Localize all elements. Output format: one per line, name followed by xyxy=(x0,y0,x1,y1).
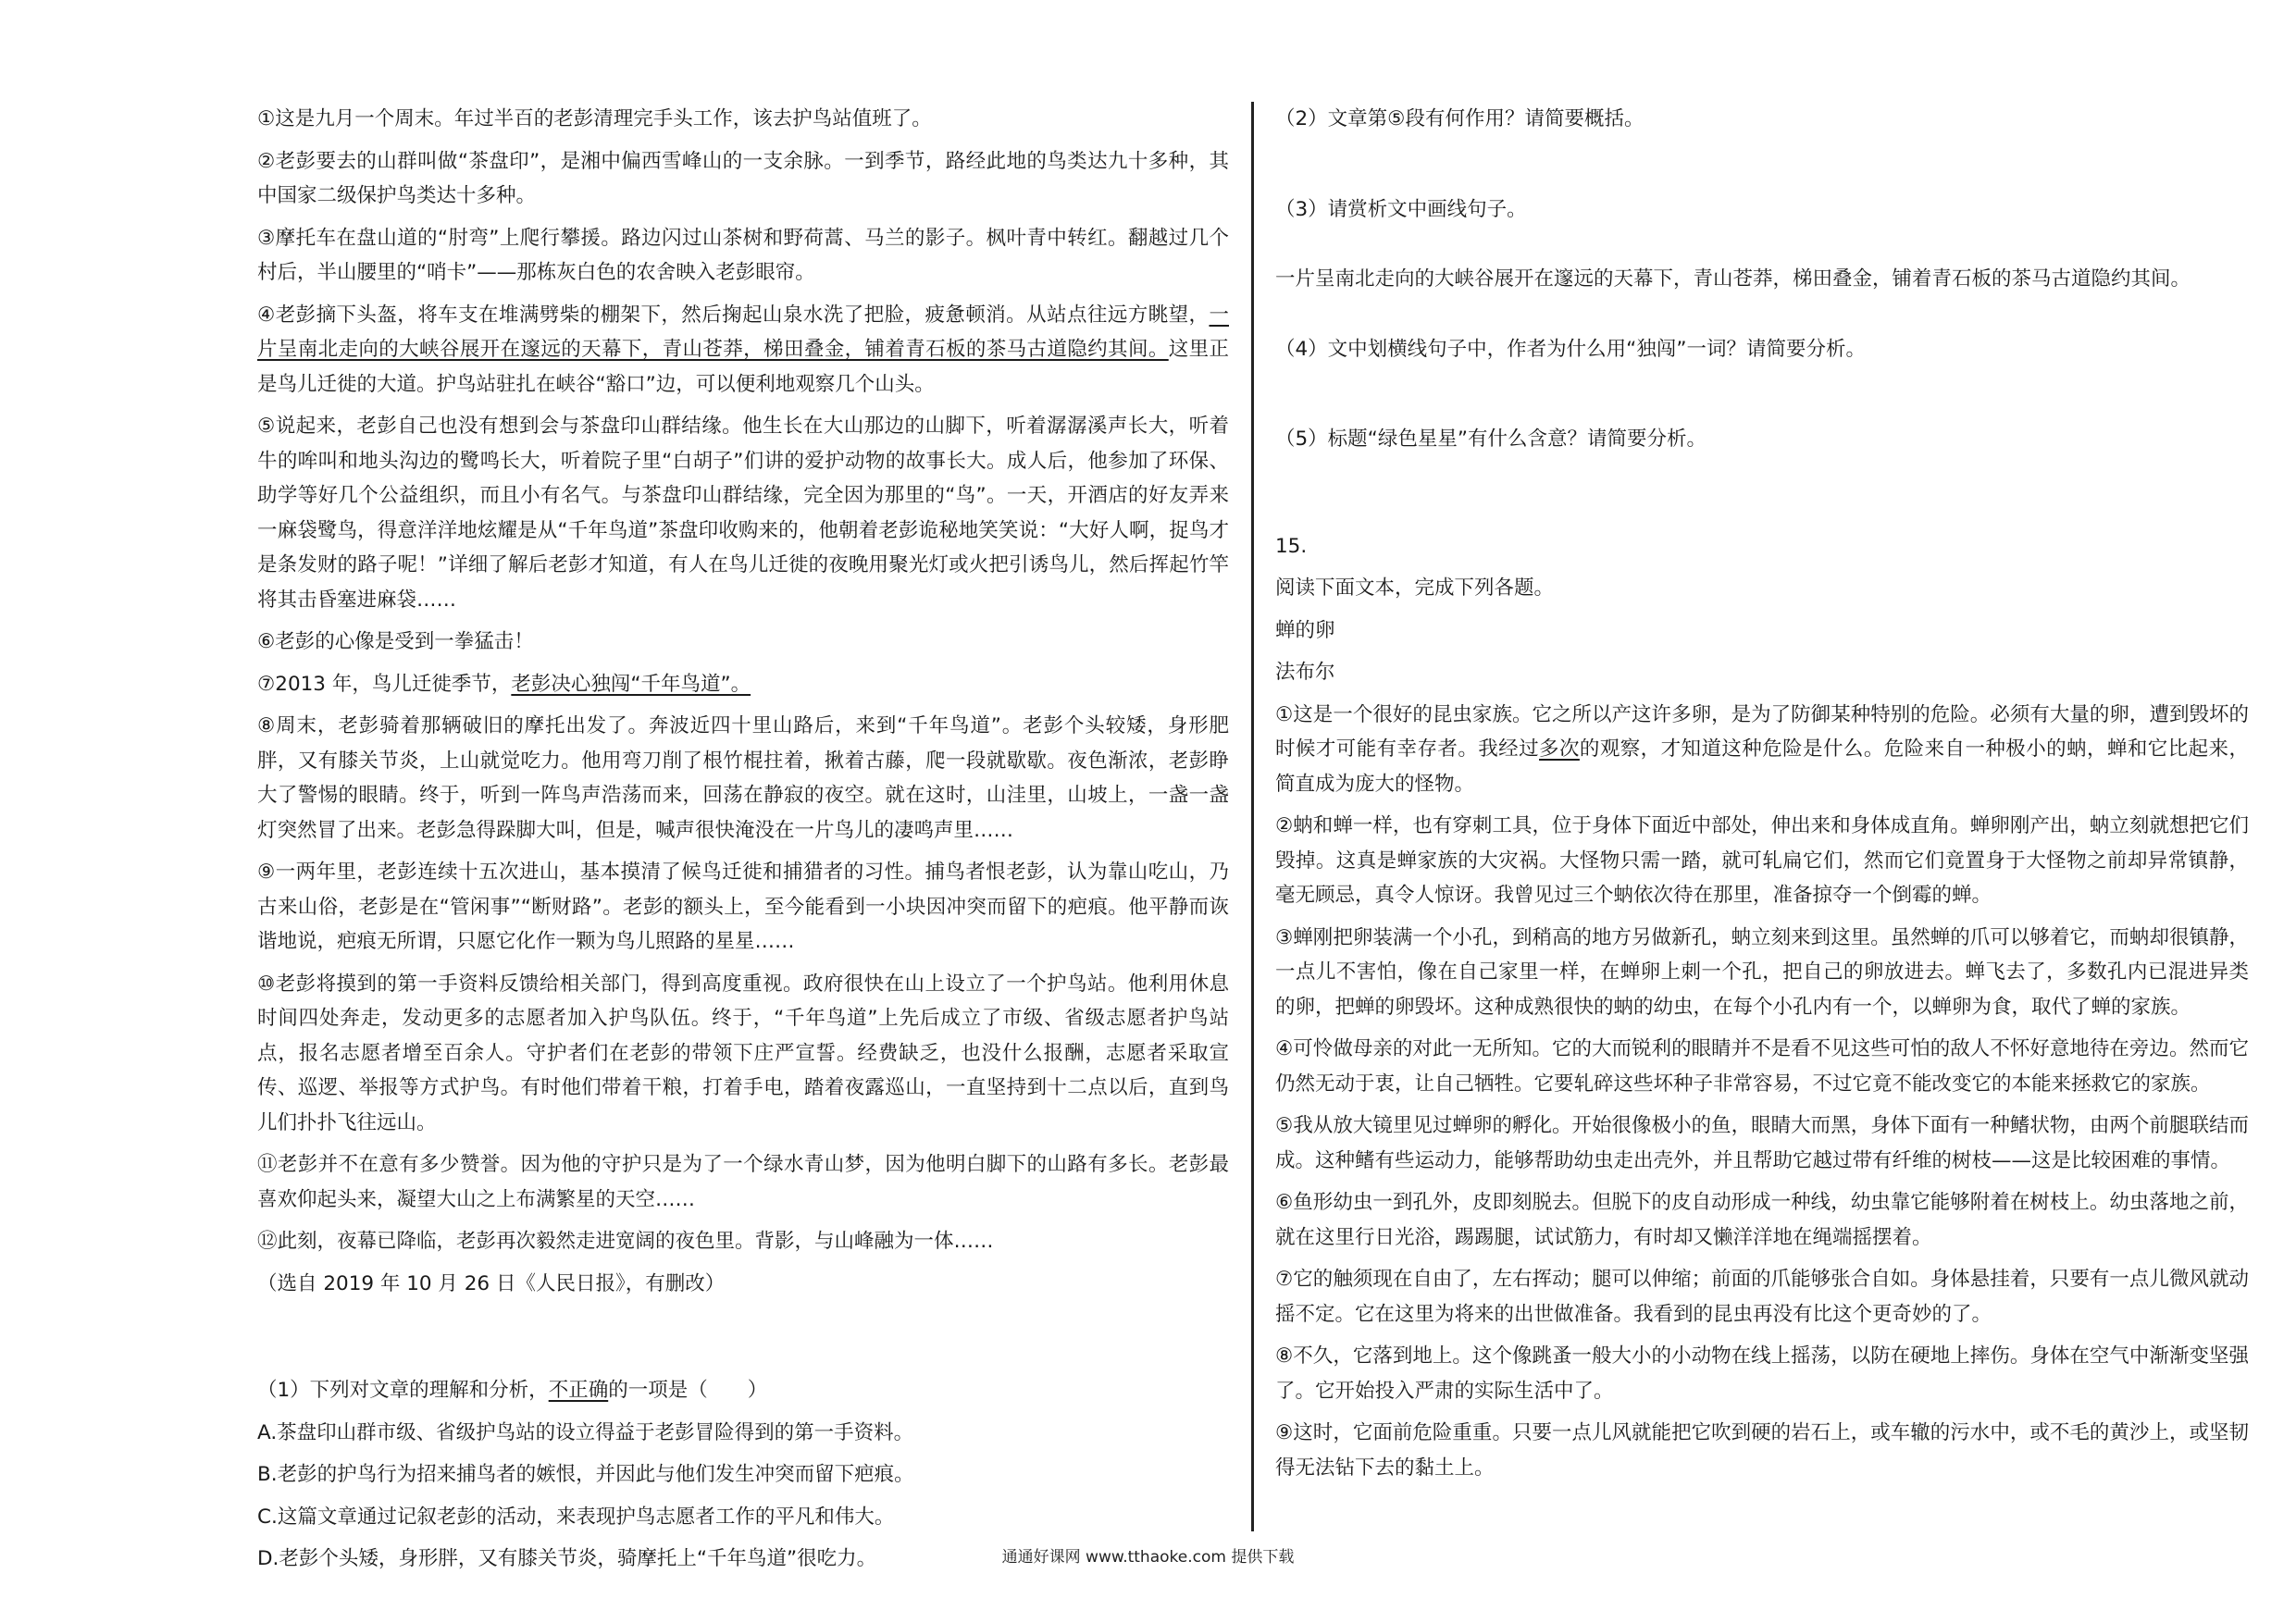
question-number-15: 15. xyxy=(1275,534,1308,558)
right-column xyxy=(1275,102,2249,1493)
question-1-underlined: 不正确 xyxy=(548,1379,609,1402)
page-footer: 通通好课网 www.tthaoke.com 提供下载 xyxy=(1001,1548,1295,1567)
reading-instruction: 阅读下面文本，完成下列各题。 xyxy=(1275,576,1555,600)
article-paragraph-2: ②蚋和蝉一样，也有穿刺工具，位于身体下面近中部处，伸出来和身体成直角。蝉卵刚产出，蚋立刻就想把它们毁掉。这真是蝉家族的大灾祸。大怪物只需一踏，就可轧扁它们，然而它们竟置身于大怪物之前却异常镇静，毫无顾忌，真令人惊讶。我曾见过三个蚋依次待在那里，准备掠夺一个倒霉的蝉。 xyxy=(1275,814,2249,907)
paragraph-7 xyxy=(257,667,1229,702)
article-paragraph-5: ⑤我从放大镜里见过蝉卵的孵化。开始很像极小的鱼，眼睛大而黑，身体下面有一种鳍状物，由两个前腿联结而成。这种鳍有些运动力，能够帮助幼虫走出壳外，并且帮助它越过带有纤维的树枝——这是比较困难的事情。 xyxy=(1275,1114,2249,1172)
paragraph-4 xyxy=(257,298,1229,403)
paragraph-1: ①这是九月一个周末。年过半百的老彭清理完手头工作，该去护鸟站值班了。 xyxy=(257,107,932,130)
option-d: D.老彭个头矮，身形胖，又有膝关节炎，骑摩托上“千年鸟道”很吃力。 xyxy=(257,1547,877,1570)
question-1-end: 的一项是（ ） xyxy=(608,1379,768,1402)
paragraph-7-start: ⑦2013 年，鸟儿迁徙季节， xyxy=(257,672,512,696)
paragraph-8: ⑧周末，老彭骑着那辆破旧的摩托出发了。奔波近四十里山路后，来到“千年鸟道”。老彭个头较矮，身形肥胖，又有膝关节炎，上山就觉吃力。他用弯刀削了根竹棍拄着，揪着古藤，爬一段就歇歇。夜色渐浓，老彭睁大了警惕的眼睛。终于，听到一阵鸟声浩荡而来，回荡在静寂的夜空。就在这时，山洼里，山坡上，一盏一盏灯突然冒了出来。老彭急得跺脚大叫，但是，喊声很快淹没在一片鸟儿的凄鸣声里…… xyxy=(257,714,1229,842)
question-3: （3）请赏析文中画线句子。 xyxy=(1275,197,1527,221)
article-title: 蝉的卵 xyxy=(1275,618,1335,642)
article-paragraph-8: ⑧不久，它落到地上。这个像跳蚤一般大小的小动物在线上摇荡，以防在硬地上摔伤。身体在空气中渐渐变坚强了。它开始投入严肃的实际生活中了。 xyxy=(1275,1344,2249,1403)
left-column xyxy=(257,102,1229,1584)
question-1 xyxy=(257,1373,1229,1408)
question-2: （2）文章第⑤段有何作用？请简要概括。 xyxy=(1275,107,1644,130)
question-5: （5）标题“绿色星星”有什么含意？请简要分析。 xyxy=(1275,427,1706,451)
question-3-quote: 一片呈南北走向的大峡谷展开在邃远的天幕下，青山苍莽，梯田叠金，铺着青石板的茶马古道隐约其间。 xyxy=(1275,267,2191,291)
underlined-duchuang-sentence: 老彭决心独闯“千年鸟道”。 xyxy=(511,672,751,696)
paragraph-9: ⑨一两年里，老彭连续十五次进山，基本摸清了候鸟迁徙和捕猎者的习性。捕鸟者恨老彭，认为靠山吃山，乃古来山俗，老彭是在“管闲事”“断财路”。老彭的额头上，至今能看到一小块因冲突而留下的疤痕。他平静而诙谐地说，疤痕无所谓，只愿它化作一颗为鸟儿照路的星星…… xyxy=(257,861,1229,953)
paragraph-11: ⑪老彭并不在意有多少赞誉。因为他的守护只是为了一个绿水青山梦，因为他明白脚下的山路有多长。老彭最喜欢仰起头来，凝望大山之上布满繁星的天空…… xyxy=(257,1153,1229,1211)
article-paragraph-6: ⑥鱼形幼虫一到孔外，皮即刻脱去。但脱下的皮自动形成一种线，幼虫靠它能够附着在树枝上。幼虫落地之前，就在这里行日光浴，踢踢腿，试试筋力，有时却又懒洋洋地在绳端摇摆着。 xyxy=(1275,1191,2249,1249)
underlined-sentence: 一片呈南北走向的大峡谷展开在邃远的天幕下，青山苍莽，梯田叠金，铺着青石板的茶马古道隐约其间。 xyxy=(257,303,1229,361)
article-paragraph-9: ⑨这时，它面前危险重重。只要一点儿风就能把它吹到硬的岩石上，或车辙的污水中，或不毛的黄沙上，或坚韧得无法钻下去的黏土上。 xyxy=(1275,1421,2249,1480)
question-1-start: （1）下列对文章的理解和分析， xyxy=(257,1379,549,1402)
paragraph-6: ⑥老彭的心像是受到一拳猛击！ xyxy=(257,630,534,653)
option-b: B.老彭的护鸟行为招来捕鸟者的嫉恨，并因此与他们发生冲突而留下疤痕。 xyxy=(257,1463,914,1486)
question-4: （4）文中划横线句子中，作者为什么用“独闯”一词？请简要分析。 xyxy=(1275,337,1866,361)
article-paragraph-3: ③蝉刚把卵装满一个小孔，到稍高的地方另做新孔，蚋立刻来到这里。虽然蝉的爪可以够着它，而蚋却很镇静，一点儿不害怕，像在自己家里一样，在蝉卵上刺一个孔，把自己的卵放进去。蝉飞去了，多数孔内已混进异类的卵，把蝉的卵毁坏。这种成熟很快的蚋的幼虫，在每个小孔内有一个，以蝉卵为食，取代了蝉的家族。 xyxy=(1275,925,2249,1019)
option-a: A.茶盘印山群市级、省级护鸟站的设立得益于老彭冒险得到的第一手资料。 xyxy=(257,1420,914,1444)
article-paragraph-1 xyxy=(1275,698,2249,802)
paragraph-2: ②老彭要去的山群叫做“茶盘印”，是湘中偏西雪峰山的一支余脉。一到季节，路经此地的鸟类达九十多种，其中国家二级保护鸟类达十多种。 xyxy=(257,149,1229,207)
article-paragraph-1-end: 的观察，才知道这种危险是什么。危险来自一种极小的蚋，蝉和它比起来，简直成为庞大的怪物。 xyxy=(1275,737,2249,796)
article-author: 法布尔 xyxy=(1275,661,1335,684)
column-divider xyxy=(1251,102,1254,1531)
option-c: C.这篇文章通过记叙老彭的活动，来表现护鸟志愿者工作的平凡和伟大。 xyxy=(257,1505,895,1529)
article-paragraph-1-start: ①这是一个很好的昆虫家族。它之所以产这许多卵，是为了防御某种特别的危险。必须有大量的卵，遭到毁坏的时候才可能有幸存者。我经过 xyxy=(1275,702,2249,761)
paragraph-4-start: ④老彭摘下头盔，将车支在堆满劈柴的棚架下，然后掬起山泉水洗了把脸，疲惫顿消。从站点往远方眺望， xyxy=(257,303,1210,327)
paragraph-10: ⑩老彭将摸到的第一手资料反馈给相关部门，得到高度重视。政府很快在山上设立了一个护鸟站。他利用休息时间四处奔走，发动更多的志愿者加入护鸟队伍。终于，“千年鸟道”上先后成立了市级、省级志愿者护鸟站点，报名志愿者增至百余人。守护者们在老彭的带领下庄严宣誓。经费缺乏，也没什么报酬，志愿者采取宣传、巡逻、举报等方式护鸟。有时他们带着干粮，打着手电，踏着夜露巡山，一直坚持到十二点以后，直到鸟儿们扑扑飞往远山。 xyxy=(257,972,1229,1134)
paragraph-12: ⑫此刻，夜幕已降临，老彭再次毅然走进宽阔的夜色里。背影，与山峰融为一体…… xyxy=(257,1230,994,1253)
source-citation: （选自 2019 年 10 月 26 日《人民日报》，有删改） xyxy=(257,1271,726,1295)
paragraph-3: ③摩托车在盘山道的“肘弯”上爬行攀援。路边闪过山茶树和野荷蒿、马兰的影子。枫叶青中转红。翻越过几个村后，半山腰里的“哨卡”——那栋灰白色的农舍映入老彭眼帘。 xyxy=(257,226,1229,284)
article-paragraph-7: ⑦它的触须现在自由了，左右挥动；腿可以伸缩；前面的爪能够张合自如。身体悬挂着，只要有一点儿微风就动摇不定。它在这里为将来的出世做准备。我看到的昆虫再没有比这个更奇妙的了。 xyxy=(1275,1268,2249,1326)
paragraph-5: ⑤说起来，老彭自己也没有想到会与茶盘印山群结缘。他生长在大山那边的山脚下，听着潺潺溪声长大，听着牛的哞叫和地头沟边的鹭鸣长大，听着院子里“白胡子”们讲的爱护动物的故事长大。成人后，他参加了环保、助学等好几个公益组织，而且小有名气。与茶盘印山群结缘，完全因为那里的“鸟”。一天，开酒店的好友弄来一麻袋鹭鸟，得意洋洋地炫耀是从“千年鸟道”茶盘印收购来的，他朝着老彭诡秘地笑笑说：“大好人啊，捉鸟才是条发财的路子呢！”详细了解后老彭才知道，有人在鸟儿迁徙的夜晚用聚光灯或火把引诱鸟儿，然后挥起竹竿将其击昏塞进麻袋…… xyxy=(257,415,1229,612)
paragraph-4-end: 这里正是鸟儿迁徙的大道。护鸟站驻扎在峡谷“豁口”边，可以便利地观察几个山头。 xyxy=(257,338,1229,396)
underlined-duoci: 多次 xyxy=(1539,737,1580,761)
article-paragraph-4: ④可怜做母亲的对此一无所知。它的大而锐利的眼睛并不是看不见这些可怕的敌人不怀好意地待在旁边。然而它仍然无动于衷，让自己牺牲。它要轧碎这些坏种子非常容易，不过它竟不能改变它的本能来拯救它的家族。 xyxy=(1275,1037,2249,1096)
